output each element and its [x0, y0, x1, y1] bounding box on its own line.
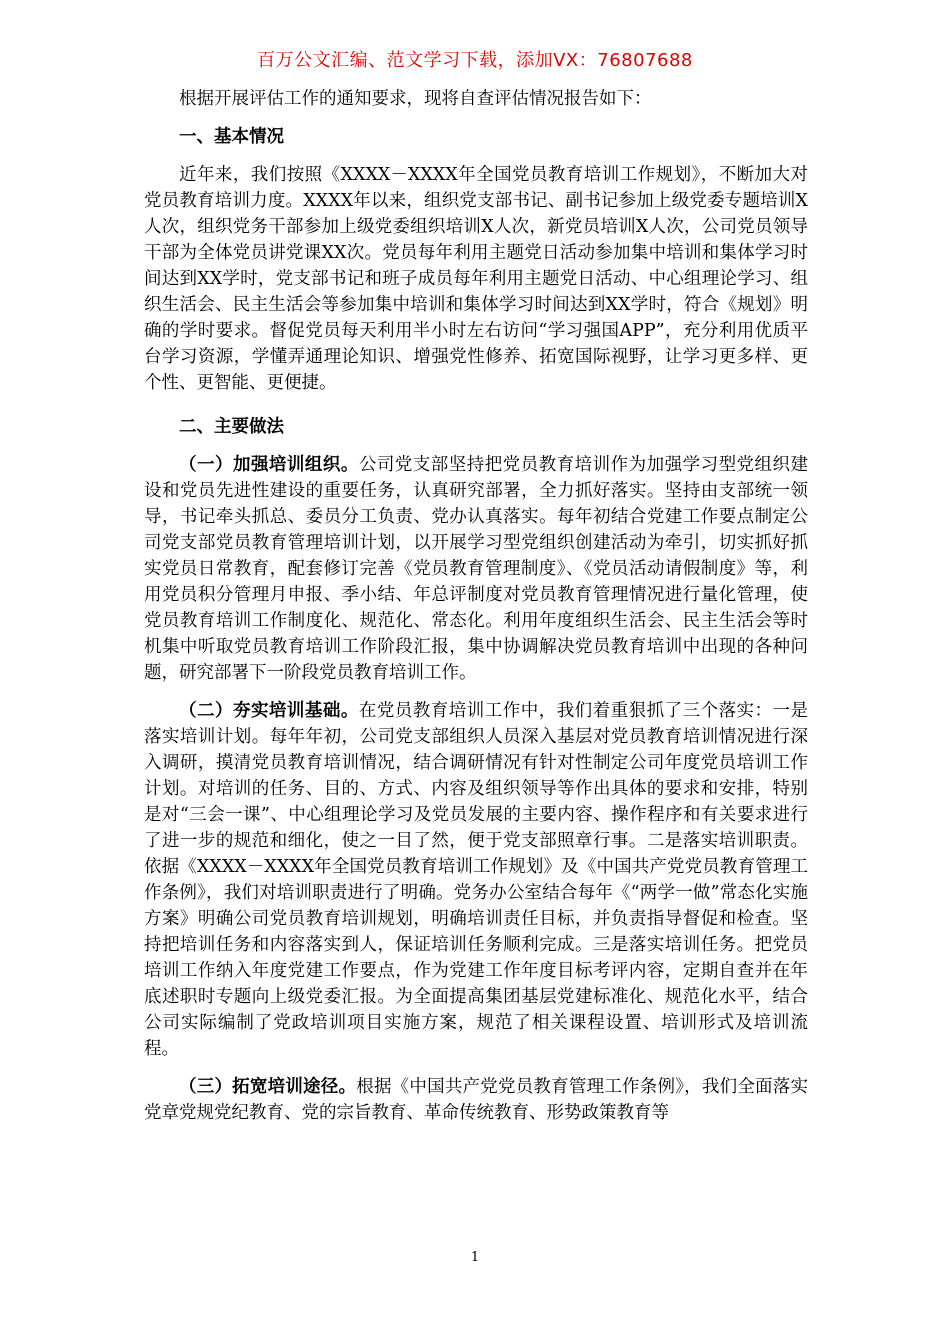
practice-title-3: （三）拓宽培训途径。 [179, 1077, 357, 1097]
intro-paragraph: 根据开展评估工作的通知要求，现将自查评估情况报告如下： [179, 89, 652, 109]
practice-paragraph-3 [144, 1074, 808, 1126]
practice-body-2: 在党员教育培训工作中，我们着重狠抓了三个落实：一是落实培训计划。每年年初，公司党支部组织人员深入基层对党员教育培训情况进行深入调研，摸清党员教育培训情况，结合调研情况有针对性制定公司年度党员培训工作计划。对培训的任务、目的、方式、内容及组织领导等作出具体的要求和安排，特别是对“三会一课”、中心组理论学习及党员发展的主要内容、操作程序和有关要求进行了进一步的规范和细化，使之一目了然，便于党支部照章行事。二是落实培训职责。依据《XXXX－XXXX年全国党员教育培训工作规划》及《中国共产党党员教育管理工作条例》，我们对培训职责进行了明确。党务办公室结合每年《“两学一做”常态化实施方案》明确公司党员教育培训规划，明确培训责任目标，并负责指导督促和检查。坚持把培训任务和内容落实到人，保证培训任务顺利完成。三是落实培训任务。把党员培训工作纳入年度党建工作要点，作为党建工作年度目标考评内容，定期自查并在年底述职时专题向上级党委汇报。为全面提高集团基层党建标准化、规范化水平，结合公司实际编制了党政培训项目实施方案，规范了相关课程设置、培训形式及培训流程。 [144, 701, 809, 1059]
practice-title-2: （二）夯实培训基础。 [179, 701, 359, 721]
practice-body-1: 公司党支部坚持把党员教育培训作为加强学习型党组织建设和党员先进性建设的重要任务，认真研究部署，全力抓好落实。坚持由支部统一领导，书记牵头抓总、委员分工负责、党办认真落实。每年初结合党建工作要点制定公司党支部党员教育管理培训计划，以开展学习型党组织创建活动为牵引，切实抓好抓实党员日常教育，配套修订完善《党员教育管理制度》、《党员活动请假制度》等，利用党员积分管理月申报、季小结、年总评制度对党员教育管理情况进行量化管理，使党员教育培训工作制度化、规范化、常态化。利用年度组织生活会、民主生活会等时机集中听取党员教育培训工作阶段汇报，集中协调解决党员教育培训中出现的各种问题，研究部署下一阶段党员教育培训工作。 [144, 455, 809, 683]
practice-title-1: （一）加强培训组织。 [179, 455, 359, 475]
practice-body-3: 根据《中国共产党党员教育管理工作条例》，我们全面落实党章党规党纪教育、党的宗旨教育、革命传统教育、形势政策教育等 [144, 1077, 809, 1123]
watermark-banner: 百万公文汇编、范文学习下载，添加VX：76807688 [257, 50, 693, 71]
practice-paragraph-2 [144, 698, 808, 1062]
section-heading-main-practices: 二、主要做法 [179, 417, 284, 437]
section-heading-basic-situation: 一、基本情况 [179, 127, 284, 147]
document-body [144, 86, 808, 1126]
practice-paragraph-1 [144, 452, 808, 686]
page-number: 1 [470, 1250, 480, 1265]
basic-situation-paragraph: 近年来，我们按照《XXXX－XXXX年全国党员教育培训工作规划》，不断加大对党员教育培训力度。XXXX年以来，组织党支部书记、副书记参加上级党委专题培训X人次，组织党务干部参加上级党委组织培训X人次，新党员培训X人次，公司党员领导干部为全体党员讲党课XX次。党员每年利用主题党日活动参加集中培训和集体学习时间达到XX学时，党支部书记和班子成员每年利用主题党日活动、中心组理论学习、组织生活会、民主生活会等参加集中培训和集体学习时间达到XX学时，符合《规划》明确的学时要求。督促党员每天利用半小时左右访问“学习强国APP”，充分利用优质平台学习资源，学懂弄通理论知识、增强党性修养、拓宽国际视野，让学习更多样、更个性、更智能、更便捷。 [144, 165, 808, 393]
